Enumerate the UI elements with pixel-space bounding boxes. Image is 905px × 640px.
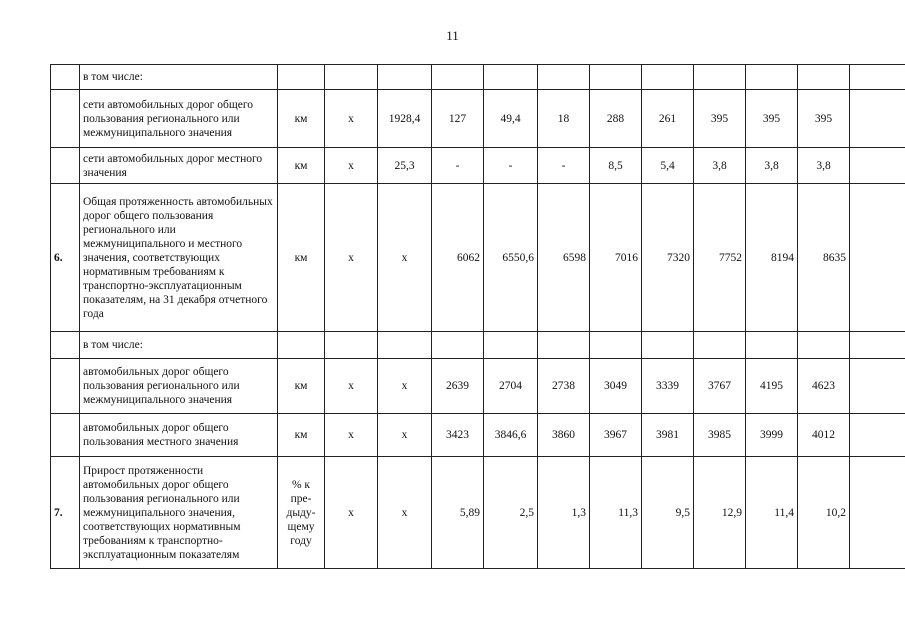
table-cell: 10,2 bbox=[798, 457, 850, 569]
table-cell bbox=[432, 332, 484, 359]
table-cell bbox=[538, 65, 590, 90]
table-cell: х bbox=[325, 148, 378, 184]
table-cell: 3846,6 bbox=[484, 414, 538, 457]
table-cell: 7016 bbox=[590, 184, 642, 332]
row-unit: км bbox=[278, 148, 325, 184]
table-cell: 4195 bbox=[746, 359, 798, 414]
row-unit: км bbox=[278, 184, 325, 332]
table-cell: 8,5 bbox=[590, 148, 642, 184]
row-number bbox=[51, 414, 80, 457]
table-cell bbox=[484, 65, 538, 90]
table-cell bbox=[325, 332, 378, 359]
table-cell: 3985 bbox=[694, 414, 746, 457]
table-cell: 3767 bbox=[694, 359, 746, 414]
table-cell bbox=[850, 414, 905, 457]
table-row bbox=[51, 414, 905, 457]
table-cell bbox=[694, 332, 746, 359]
table-cell bbox=[850, 332, 905, 359]
table-cell: 127 bbox=[432, 90, 484, 148]
table-cell: 395 bbox=[694, 90, 746, 148]
table-cell: 2639 bbox=[432, 359, 484, 414]
table-cell: 3423 bbox=[432, 414, 484, 457]
table-cell: 5,4 bbox=[642, 148, 694, 184]
table-cell: 4012 bbox=[798, 414, 850, 457]
row-number: 7. bbox=[51, 457, 80, 569]
row-number bbox=[51, 65, 80, 90]
row-number: 6. bbox=[51, 184, 80, 332]
table-cell: 11,3 bbox=[590, 457, 642, 569]
table-cell bbox=[850, 359, 905, 414]
table-cell bbox=[746, 332, 798, 359]
table-cell: 7320 bbox=[642, 184, 694, 332]
table-row bbox=[51, 332, 905, 359]
row-name: Общая протяженность автомобильных дорог общего пользования регионального или межмуниципального и местного значения, соответствующих нормативным требованиям к транспортно-эксплуатационным показателям, на 31 декабря отчетного года bbox=[80, 184, 278, 332]
table-cell: х bbox=[325, 457, 378, 569]
table-cell: 3981 bbox=[642, 414, 694, 457]
table-cell: 11,4 bbox=[746, 457, 798, 569]
table-cell bbox=[850, 65, 905, 90]
table-cell: 395 bbox=[746, 90, 798, 148]
row-unit bbox=[278, 332, 325, 359]
table-cell: 2704 bbox=[484, 359, 538, 414]
table-cell: 7752 bbox=[694, 184, 746, 332]
row-name: автомобильных дорог общего пользования местного значения bbox=[80, 414, 278, 457]
table-cell bbox=[850, 90, 905, 148]
table-cell: х bbox=[325, 90, 378, 148]
table-cell: - bbox=[432, 148, 484, 184]
table-cell: 49,4 bbox=[484, 90, 538, 148]
row-name: сети автомобильных дорог местного значения bbox=[80, 148, 278, 184]
table-cell: 2,5 bbox=[484, 457, 538, 569]
table-cell bbox=[850, 457, 905, 569]
table-cell: 4623 bbox=[798, 359, 850, 414]
table-cell: 12,9 bbox=[694, 457, 746, 569]
table-cell bbox=[746, 65, 798, 90]
table-cell: х bbox=[378, 184, 432, 332]
table-cell: 2738 bbox=[538, 359, 590, 414]
table-cell: 3860 bbox=[538, 414, 590, 457]
row-name: в том числе: bbox=[80, 332, 278, 359]
table-cell: 3,8 bbox=[746, 148, 798, 184]
table-cell bbox=[642, 65, 694, 90]
table-cell: 3,8 bbox=[798, 148, 850, 184]
table-cell bbox=[850, 148, 905, 184]
table-row bbox=[51, 184, 905, 332]
table-row bbox=[51, 457, 905, 569]
table-cell: 18 bbox=[538, 90, 590, 148]
table-cell: 9,5 bbox=[642, 457, 694, 569]
table-cell: х bbox=[325, 414, 378, 457]
table-cell bbox=[798, 65, 850, 90]
table-cell: 3999 bbox=[746, 414, 798, 457]
table-cell bbox=[590, 332, 642, 359]
table-cell bbox=[798, 332, 850, 359]
table-cell: 395 bbox=[798, 90, 850, 148]
page-number: 11 bbox=[446, 28, 459, 43]
table-cell bbox=[642, 332, 694, 359]
table-cell bbox=[325, 65, 378, 90]
table-cell bbox=[538, 332, 590, 359]
table-cell: - bbox=[484, 148, 538, 184]
table-cell: 6598 bbox=[538, 184, 590, 332]
table-cell: 1,3 bbox=[538, 457, 590, 569]
table-row bbox=[51, 65, 905, 90]
table-cell: 261 bbox=[642, 90, 694, 148]
row-number bbox=[51, 332, 80, 359]
table-cell: 3339 bbox=[642, 359, 694, 414]
table-cell: х bbox=[325, 359, 378, 414]
table-cell: 25,3 bbox=[378, 148, 432, 184]
table-cell bbox=[432, 65, 484, 90]
table-cell bbox=[484, 332, 538, 359]
table-cell: 8194 bbox=[746, 184, 798, 332]
row-unit: % к пре- дыду- щему году bbox=[278, 457, 325, 569]
table-cell: 288 bbox=[590, 90, 642, 148]
table-cell: х bbox=[378, 457, 432, 569]
table-cell: х bbox=[325, 184, 378, 332]
row-unit: км bbox=[278, 414, 325, 457]
table-cell: х bbox=[378, 414, 432, 457]
table-cell: 6062 bbox=[432, 184, 484, 332]
table-cell: - bbox=[538, 148, 590, 184]
row-name: автомобильных дорог общего пользования регионального или межмуниципального значения bbox=[80, 359, 278, 414]
table-cell bbox=[694, 65, 746, 90]
row-unit: км bbox=[278, 90, 325, 148]
table-cell: 3967 bbox=[590, 414, 642, 457]
row-name: сети автомобильных дорог общего пользования регионального или межмуниципального значения bbox=[80, 90, 278, 148]
table-cell: 1928,4 bbox=[378, 90, 432, 148]
table-cell bbox=[850, 184, 905, 332]
table-row bbox=[51, 359, 905, 414]
table-row bbox=[51, 90, 905, 148]
table-cell: х bbox=[378, 359, 432, 414]
row-unit: км bbox=[278, 359, 325, 414]
row-number bbox=[51, 90, 80, 148]
row-number bbox=[51, 359, 80, 414]
table-cell: 8635 bbox=[798, 184, 850, 332]
table-cell bbox=[378, 332, 432, 359]
table-cell: 3,8 bbox=[694, 148, 746, 184]
table-cell bbox=[378, 65, 432, 90]
row-unit bbox=[278, 65, 325, 90]
table-cell: 5,89 bbox=[432, 457, 484, 569]
row-number bbox=[51, 148, 80, 184]
row-name: в том числе: bbox=[80, 65, 278, 90]
indicators-table bbox=[50, 64, 905, 569]
row-name: Прирост протяженности автомобильных дорог общего пользования регионального или межмуниципального значения, соответствующих нормативным требованиям к транспортно-эксплуатационным показателям bbox=[80, 457, 278, 569]
table-cell: 6550,6 bbox=[484, 184, 538, 332]
table-cell: 3049 bbox=[590, 359, 642, 414]
table-row bbox=[51, 148, 905, 184]
table-cell bbox=[590, 65, 642, 90]
